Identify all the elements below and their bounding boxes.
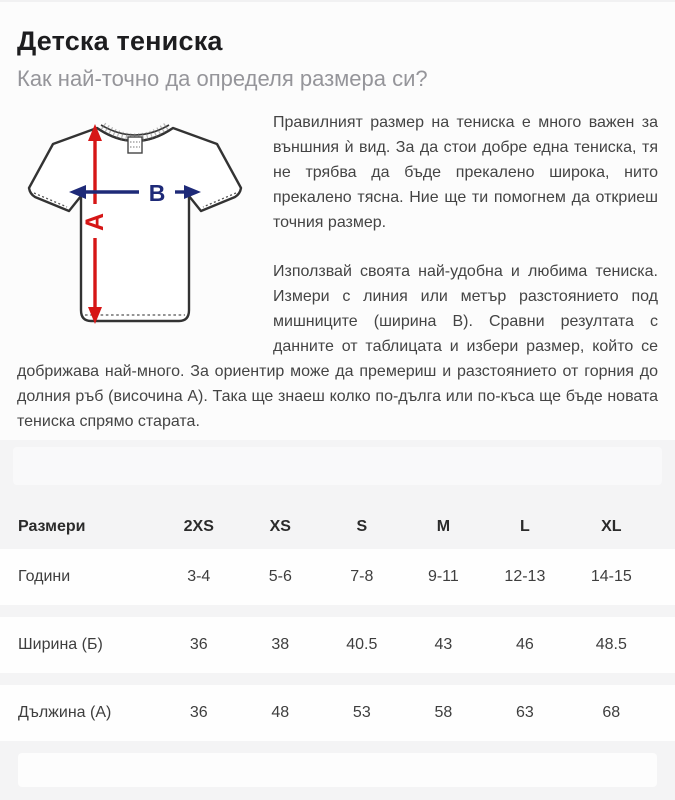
cell-value: 58 bbox=[434, 704, 453, 721]
cell-value: 53 bbox=[352, 704, 371, 721]
row-label: Ширина (Б) bbox=[18, 636, 103, 653]
size-table-header bbox=[0, 505, 675, 549]
page-title: Детска тениска bbox=[17, 26, 223, 56]
cell-value: 12-13 bbox=[504, 568, 546, 585]
cell-value: 36 bbox=[189, 704, 208, 721]
neck-label-icon bbox=[128, 137, 142, 153]
intro-text-block bbox=[17, 110, 658, 434]
size-col-l: L bbox=[520, 518, 530, 535]
size-col-xs: XS bbox=[269, 518, 291, 535]
intro-paragraph-2: Използвай своята най-удобна и любима тениска. Измери с линия или метър разстоянието под мишниците (ширина B). Сравни резултата с данните от таблицата и избери размер, който се добрижава най-много. За ориентир може да премериш и разстоянието от горния до долния ръб (височина А). Така ще знаеш колко по-дълга или по-къса ще бъде новата тениска спрямо старата. bbox=[17, 263, 658, 430]
cell-value: 63 bbox=[515, 704, 534, 721]
row-label: Години bbox=[18, 568, 71, 585]
cell-value: 5-6 bbox=[268, 568, 292, 585]
page-subtitle: Как най-точно да определя размера си? bbox=[17, 66, 428, 91]
intro-paragraph-1: Правилният размер на тениска е много важен за външния ѝ вид. За да стои добре една тениска, тя не трябва да бъде прекалено широка, нито прекалено тясна. Ние ще ти помогнем да откриеш точния размер. bbox=[273, 114, 658, 231]
row-label: Дължина (А) bbox=[18, 704, 112, 721]
header-label: Размери bbox=[18, 518, 86, 535]
size-col-m: M bbox=[436, 518, 451, 535]
size-col-2xs: 2XS bbox=[183, 518, 214, 535]
table-row-years bbox=[0, 549, 675, 605]
cell-value: 3-4 bbox=[187, 568, 211, 585]
cell-value: 40.5 bbox=[346, 636, 378, 653]
table-row-width bbox=[0, 617, 675, 673]
width-label-b: B bbox=[148, 180, 166, 206]
tshirt-diagram-icon bbox=[17, 112, 249, 340]
table-row-length bbox=[0, 685, 675, 741]
cell-value: 68 bbox=[602, 704, 621, 721]
height-label-a: A bbox=[81, 212, 109, 232]
size-table-section bbox=[0, 440, 675, 800]
tshirt-measurement-diagram bbox=[17, 112, 249, 340]
cell-value: 46 bbox=[515, 636, 534, 653]
cell-value: 14-15 bbox=[590, 568, 632, 585]
section-divider bbox=[13, 447, 662, 485]
cell-value: 7-8 bbox=[350, 568, 374, 585]
cell-value: 38 bbox=[271, 636, 290, 653]
bottom-empty-row bbox=[18, 753, 657, 787]
size-col-s: S bbox=[356, 518, 368, 535]
cell-value: 9-11 bbox=[427, 568, 459, 585]
cell-value: 36 bbox=[189, 636, 208, 653]
cell-value: 43 bbox=[434, 636, 453, 653]
cell-value: 48.5 bbox=[595, 636, 627, 653]
size-col-xl: XL bbox=[601, 518, 622, 535]
cell-value: 48 bbox=[271, 704, 290, 721]
